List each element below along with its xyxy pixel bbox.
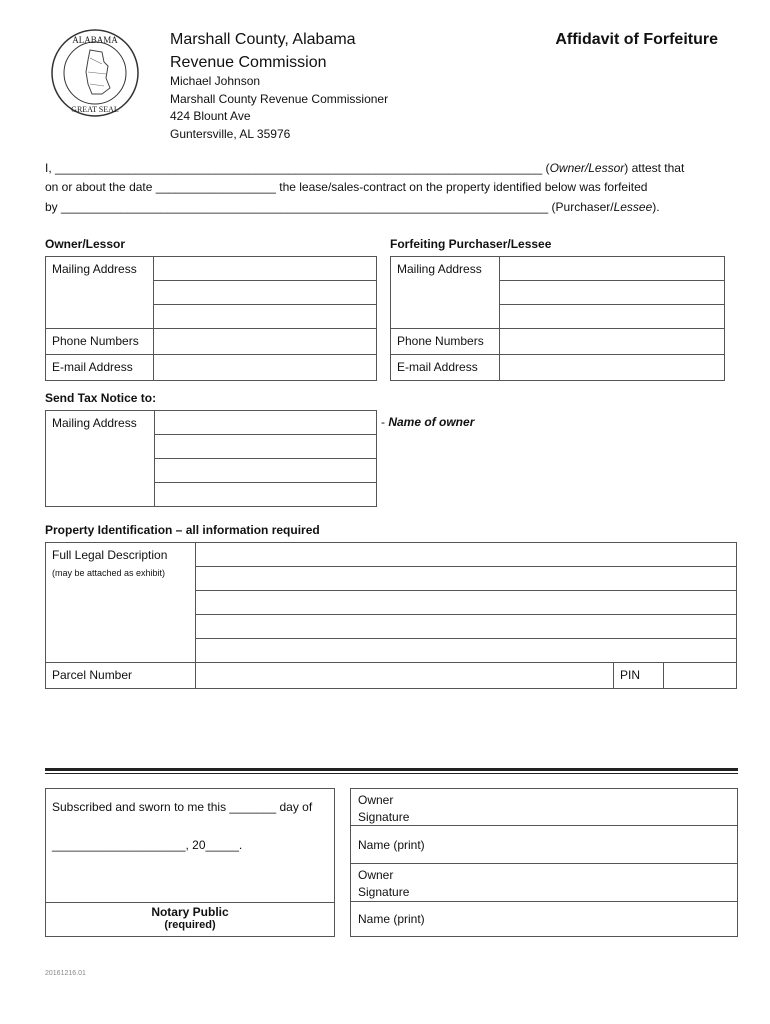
tax-notice-field-4[interactable] <box>155 483 377 507</box>
date-blank[interactable]: __________________ <box>155 180 276 194</box>
owner-mailing-field-2[interactable] <box>154 281 377 305</box>
purchaser-heading: Forfeiting Purchaser/Lessee <box>390 237 552 251</box>
owner-email-field[interactable] <box>154 355 377 381</box>
seal-text-bottom: GREAT SEAL <box>71 105 119 114</box>
separator-rule-thin <box>45 773 738 774</box>
name-print-box-1[interactable] <box>350 825 738 864</box>
sworn-line-1: Subscribed and sworn to me this _______ day of <box>52 800 313 814</box>
form-id: 20161216.01 <box>45 970 86 977</box>
purchaser-mailing-field-2[interactable] <box>500 281 725 305</box>
parcel-number-label: Parcel Number <box>46 663 196 689</box>
property-heading: Property Identification – all information required <box>45 523 320 537</box>
owner-signature-label-1: Owner Signature <box>358 793 410 824</box>
purchaser-email-label: E-mail Address <box>391 355 500 381</box>
pin-label: PIN <box>614 663 664 689</box>
purchaser-email-field[interactable] <box>500 355 725 381</box>
legal-description-field-4[interactable] <box>196 615 737 639</box>
name-print-label-2: Name (print) <box>358 912 425 926</box>
tax-notice-mailing-label: Mailing Address <box>46 411 155 507</box>
owner-name-blank[interactable]: _________________________________________________________________________ <box>55 161 543 175</box>
name-print-box-2[interactable] <box>350 901 738 937</box>
owner-mailing-label: Mailing Address <box>46 257 154 329</box>
pin-field[interactable] <box>664 663 737 689</box>
owner-lessor-table <box>45 256 377 381</box>
property-table <box>45 542 737 689</box>
separator-rule <box>45 768 738 771</box>
sworn-line-2: ____________________, 20_____. <box>52 838 243 852</box>
purchaser-name-blank[interactable]: _________________________________________________________________________ <box>61 200 549 214</box>
notary-public-label: Notary Public <box>151 905 229 919</box>
parcel-number-field[interactable] <box>196 663 614 689</box>
county-name: Marshall County, Alabama <box>170 31 356 48</box>
address-street: 424 Blount Ave <box>170 109 251 123</box>
purchaser-mailing-field-1[interactable] <box>500 257 725 281</box>
notary-public-box <box>45 902 335 937</box>
attest-line-3: by _________________________________________________________________________ (Purchaser/Lessee). <box>45 200 660 214</box>
legal-description-field-1[interactable] <box>196 543 737 567</box>
legal-description-field-2[interactable] <box>196 567 737 591</box>
address-city: Guntersville, AL 35976 <box>170 127 291 141</box>
name-of-owner-note: - Name of owner <box>381 415 475 429</box>
attest-line-1: I, _________________________________________________________________________ (Owner/Lessor) attest that <box>45 161 685 175</box>
purchaser-mailing-field-3[interactable] <box>500 305 725 329</box>
owner-phone-label: Phone Numbers <box>46 329 154 355</box>
owner-signature-box-1[interactable] <box>350 788 738 826</box>
purchaser-phone-field[interactable] <box>500 329 725 355</box>
purchaser-mailing-label: Mailing Address <box>391 257 500 329</box>
tax-notice-field-2[interactable] <box>155 435 377 459</box>
alabama-great-seal-logo <box>50 28 140 118</box>
owner-phone-field[interactable] <box>154 329 377 355</box>
seal-text-top: ALABAMA <box>72 35 118 45</box>
commissioner-name: Michael Johnson <box>170 74 261 88</box>
notary-box <box>45 788 335 903</box>
owner-signature-box-2[interactable] <box>350 863 738 902</box>
legal-description-field-3[interactable] <box>196 591 737 615</box>
legal-description-note: (may be attached as exhibit) <box>52 568 166 578</box>
tax-notice-field-1[interactable] <box>155 411 377 435</box>
purchaser-phone-label: Phone Numbers <box>391 329 500 355</box>
commissioner-role: Marshall County Revenue Commissioner <box>170 92 389 106</box>
owner-email-label: E-mail Address <box>46 355 154 381</box>
purchaser-table <box>390 256 725 381</box>
owner-mailing-field-1[interactable] <box>154 257 377 281</box>
attest-line-2: on or about the date __________________ the lease/sales-contract on the property identified below was forfeited <box>45 180 648 194</box>
owner-mailing-field-3[interactable] <box>154 305 377 329</box>
page-title: Affidavit of Forfeiture <box>555 31 718 48</box>
tax-notice-field-3[interactable] <box>155 459 377 483</box>
legal-description-label: Full Legal Description (may be attached as exhibit) <box>46 543 196 663</box>
commission-name: Revenue Commission <box>170 54 327 71</box>
owner-lessor-heading: Owner/Lessor <box>45 237 126 251</box>
owner-signature-label-2: Owner Signature <box>358 868 410 899</box>
legal-description-field-5[interactable] <box>196 639 737 663</box>
notary-required-label: (required) <box>164 919 216 931</box>
name-print-label-1: Name (print) <box>358 838 425 852</box>
tax-notice-table <box>45 410 377 507</box>
tax-notice-heading: Send Tax Notice to: <box>45 391 157 405</box>
